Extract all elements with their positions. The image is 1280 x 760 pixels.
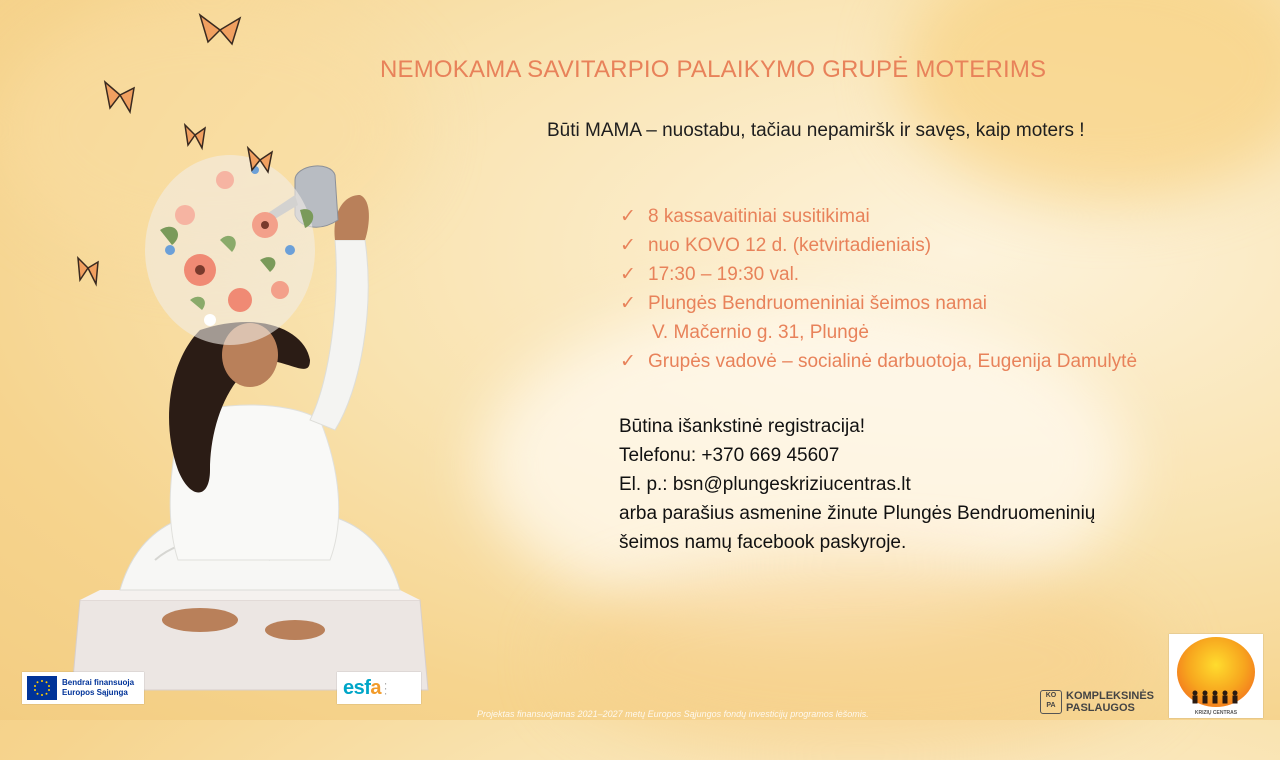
esfa-logo-text: esf [343, 676, 371, 699]
eu-flag-icon [27, 676, 57, 700]
woman-flowers-illustration [60, 0, 460, 700]
registration-info [619, 412, 1095, 557]
phone-line: Telefonu: +370 669 45607 [619, 445, 840, 466]
facebook-note: arba parašius asmenine žinute Plungės Bendruomeninių [619, 503, 1096, 524]
check-icon: ✓ [620, 235, 636, 256]
eu-cofunded-logo [22, 672, 144, 704]
kopa-logo [1040, 690, 1154, 714]
list-item: ✓ Grupės vadovė – socialinė darbuotoja, Eugenija Damulytė [620, 347, 1137, 376]
check-icon: ✓ [620, 206, 636, 227]
background-wash [900, 0, 1280, 200]
background-wash [560, 560, 1160, 760]
eu-logo-text: Europos Sąjunga [62, 688, 128, 697]
esfa-logo-text: a [370, 676, 382, 699]
check-icon: ✓ [620, 264, 636, 285]
funding-note: Projektas finansuojamas 2021–2027 metų Europos Sąjungos fondų investicijų programos lėšomis. [477, 709, 869, 719]
kopa-logo-text: KOMPLEKSINĖS [1066, 690, 1155, 702]
email-line: El. p.: bsn@plungeskriziucentras.lt [619, 474, 911, 495]
check-icon: ✓ [620, 351, 636, 372]
list-item: ✓ nuo KOVO 12 d. (ketvirtadieniais) [620, 231, 1137, 260]
eu-logo-text: Bendrai finansuoja [62, 678, 135, 687]
list-item: ✓ Plungės Bendruomeniniai šeimos namai [620, 289, 1137, 318]
esfa-logo [337, 672, 421, 704]
subtitle: Būti MAMA – nuostabu, tačiau nepamiršk ir savęs, kaip moters ! [547, 120, 1085, 141]
krizes-centras-logo [1169, 634, 1263, 718]
list-item: ✓ 8 kassavaitiniai susitikimai [620, 202, 1137, 231]
people-icon [1189, 690, 1245, 704]
krizes-centras-text: KRIZIŲ CENTRAS [1194, 710, 1238, 716]
registration-note: Būtina išankstinė registracija! [619, 416, 866, 437]
list-item: ✓ 17:30 – 19:30 val. [620, 260, 1137, 289]
esfa-logo-subtext: ▪ ▪ ▪ [385, 680, 387, 696]
info-checklist [620, 202, 1137, 376]
address-line: V. Mačernio g. 31, Plungė [652, 322, 869, 343]
check-icon: ✓ [620, 293, 636, 314]
page-title: NEMOKAMA SAVITARPIO PALAIKYMO GRUPĖ MOTERIMS [380, 56, 1047, 83]
kopa-logo-mark: KO PA [1040, 690, 1062, 714]
kopa-logo-text: PASLAUGOS [1066, 702, 1135, 714]
facebook-note: šeimos namų facebook paskyroje. [619, 532, 907, 553]
